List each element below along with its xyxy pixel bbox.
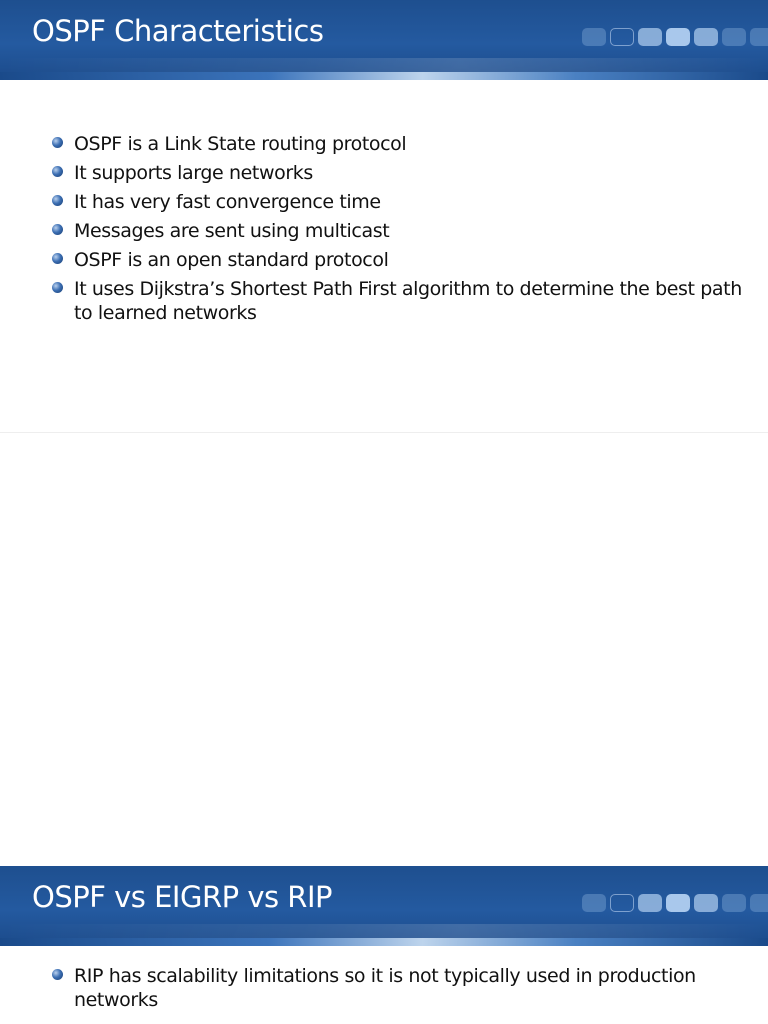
bullet-icon — [52, 166, 63, 177]
bullet-icon — [52, 137, 63, 148]
bullet-text: RIP has scalability limitations so it is not typically used in production networks — [74, 965, 696, 1011]
bullet-list — [52, 132, 752, 330]
slide-title: OSPF Characteristics — [32, 14, 324, 48]
slide-title: OSPF vs EIGRP vs RIP — [32, 880, 332, 914]
title-bar-glow — [0, 72, 768, 80]
bullet-icon — [52, 282, 63, 293]
list-item — [52, 248, 752, 272]
list-item — [52, 190, 752, 214]
list-item — [52, 161, 752, 185]
list-item — [52, 132, 752, 156]
slide-ospf-characteristics — [0, 0, 768, 432]
bullet-icon — [52, 195, 63, 206]
title-bar — [0, 866, 768, 946]
title-bar-stripe — [0, 58, 768, 72]
title-bar — [0, 0, 768, 80]
bullet-text: It uses Dijkstra’s Shortest Path First algorithm to determine the best path to learned networks — [74, 278, 742, 324]
bullet-text: It supports large networks — [74, 162, 313, 184]
rounded-squares-decoration-icon — [582, 894, 768, 912]
slide-ospf-vs-eigrp-vs-rip — [0, 866, 768, 1024]
list-item — [52, 964, 752, 1012]
bullet-text: It has very fast convergence time — [74, 191, 381, 213]
bullet-text: OSPF is an open standard protocol — [74, 249, 389, 271]
title-bar-stripe — [0, 924, 768, 938]
bullet-text: OSPF is a Link State routing protocol — [74, 133, 407, 155]
bullet-icon — [52, 253, 63, 264]
bullet-icon — [52, 969, 63, 980]
list-item — [52, 219, 752, 243]
list-item — [52, 277, 752, 325]
title-bar-glow — [0, 938, 768, 946]
bullet-text: Messages are sent using multicast — [74, 220, 390, 242]
rounded-squares-decoration-icon — [582, 28, 768, 46]
bullet-list — [52, 964, 752, 1017]
slide-divider — [0, 432, 768, 433]
bullet-icon — [52, 224, 63, 235]
